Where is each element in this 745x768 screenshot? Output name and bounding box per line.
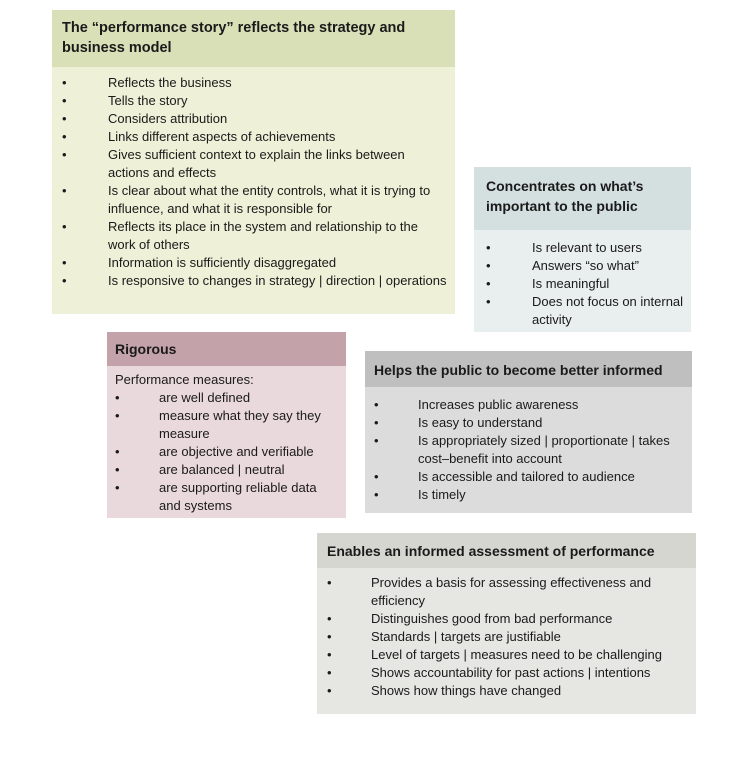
list-item-text: Is accessible and tailored to audience xyxy=(418,469,635,484)
bullet-icon: • xyxy=(374,487,379,502)
bullet-icon: • xyxy=(327,683,332,698)
list-item xyxy=(374,396,686,414)
list-item-text: Tells the story xyxy=(108,93,188,108)
list-item-text: are well defined xyxy=(159,390,251,405)
list-item-text: Provides a basis for assessing effectiveness and efficiency xyxy=(371,575,652,608)
better-informed-body xyxy=(365,387,692,504)
list-item-text: Is relevant to users xyxy=(532,240,642,255)
important-to-public-list xyxy=(486,239,685,329)
performance-story-body xyxy=(52,67,455,290)
list-item xyxy=(374,468,686,486)
list-item-text: Is timely xyxy=(418,487,466,502)
important-to-public-body xyxy=(474,230,691,329)
list-item-text: Does not focus on internal activity xyxy=(532,294,684,327)
bullet-icon: • xyxy=(486,258,491,273)
list-item xyxy=(327,664,690,682)
bullet-icon: • xyxy=(62,147,67,162)
list-item xyxy=(115,389,340,407)
list-item xyxy=(62,182,449,218)
bullet-icon: • xyxy=(486,294,491,309)
informed-assessment-body xyxy=(317,568,696,700)
bullet-icon: • xyxy=(62,219,67,234)
list-item xyxy=(62,272,449,290)
rigorous-intro: Performance measures: xyxy=(115,372,254,387)
list-item-text: are balanced | neutral xyxy=(159,462,285,477)
list-item-text: Level of targets | measures need to be challenging xyxy=(371,647,663,662)
rigorous-box xyxy=(107,332,346,518)
bullet-icon: • xyxy=(62,255,67,270)
list-item xyxy=(62,254,449,272)
list-item xyxy=(62,128,449,146)
list-item xyxy=(486,257,685,275)
list-item xyxy=(327,628,690,646)
informed-assessment-list xyxy=(327,574,690,700)
list-item xyxy=(374,414,686,432)
list-item xyxy=(62,74,449,92)
bullet-icon: • xyxy=(327,629,332,644)
list-item-text: Is responsive to changes in strategy | direction | operations xyxy=(108,273,447,288)
important-to-public-box xyxy=(474,167,691,332)
bullet-icon: • xyxy=(115,408,120,423)
list-item xyxy=(374,432,686,468)
list-item-text: Answers “so what” xyxy=(532,258,639,273)
list-item xyxy=(486,239,685,257)
list-item xyxy=(62,110,449,128)
bullet-icon: • xyxy=(374,433,379,448)
list-item xyxy=(115,443,340,461)
bullet-icon: • xyxy=(62,183,67,198)
performance-story-list xyxy=(62,74,449,290)
bullet-icon: • xyxy=(327,665,332,680)
list-item xyxy=(327,682,690,700)
list-item xyxy=(115,461,340,479)
bullet-icon: • xyxy=(327,575,332,590)
list-item-text: Distinguishes good from bad performance xyxy=(371,611,613,626)
bullet-icon: • xyxy=(62,93,67,108)
bullet-icon: • xyxy=(62,75,67,90)
list-item xyxy=(327,646,690,664)
rigorous-body xyxy=(107,366,346,515)
list-item-text: Is appropriately sized | proportionate | takes cost–benefit into account xyxy=(418,433,670,466)
better-informed-list xyxy=(374,396,686,504)
list-item xyxy=(62,146,449,182)
list-item xyxy=(486,275,685,293)
list-item xyxy=(115,479,340,515)
bullet-icon: • xyxy=(486,276,491,291)
bullet-icon: • xyxy=(327,647,332,662)
bullet-icon: • xyxy=(115,480,120,495)
list-item xyxy=(327,574,690,610)
list-item-text: Considers attribution xyxy=(108,111,228,126)
rigorous-list xyxy=(115,389,340,515)
list-item-text: are supporting reliable data and systems xyxy=(159,480,317,513)
list-item xyxy=(374,486,686,504)
important-to-public-title: Concentrates on what’s important to the public xyxy=(474,167,691,230)
bullet-icon: • xyxy=(115,444,120,459)
list-item-text: Shows accountability for past actions | intentions xyxy=(371,665,651,680)
bullet-icon: • xyxy=(115,390,120,405)
better-informed-title: Helps the public to become better informed xyxy=(365,351,692,387)
performance-story-box xyxy=(52,10,455,314)
better-informed-box xyxy=(365,351,692,513)
list-item-text: Increases public awareness xyxy=(418,397,579,412)
list-item-text: Reflects the business xyxy=(108,75,232,90)
list-item-text: Links different aspects of achievements xyxy=(108,129,336,144)
list-item-text: Reflects its place in the system and relationship to the work of others xyxy=(108,219,418,252)
list-item xyxy=(115,407,340,443)
list-item-text: Gives sufficient context to explain the links between actions and effects xyxy=(108,147,405,180)
list-item xyxy=(327,610,690,628)
informed-assessment-box xyxy=(317,533,696,714)
bullet-icon: • xyxy=(62,111,67,126)
list-item-text: measure what they say they measure xyxy=(159,408,321,441)
list-item-text: Standards | targets are justifiable xyxy=(371,629,561,644)
bullet-icon: • xyxy=(486,240,491,255)
performance-story-title: The “performance story” reflects the strategy and business model xyxy=(52,10,455,67)
list-item-text: Information is sufficiently disaggregated xyxy=(108,255,337,270)
bullet-icon: • xyxy=(374,397,379,412)
bullet-icon: • xyxy=(374,415,379,430)
list-item xyxy=(62,218,449,254)
bullet-icon: • xyxy=(62,129,67,144)
bullet-icon: • xyxy=(115,462,120,477)
list-item-text: Is easy to understand xyxy=(418,415,543,430)
informed-assessment-title: Enables an informed assessment of performance xyxy=(317,533,696,568)
list-item-text: Shows how things have changed xyxy=(371,683,562,698)
list-item xyxy=(486,293,685,329)
list-item-text: Is clear about what the entity controls, what it is trying to influence, and what it is responsible for xyxy=(108,183,431,216)
list-item-text: are objective and verifiable xyxy=(159,444,314,459)
bullet-icon: • xyxy=(327,611,332,626)
list-item-text: Is meaningful xyxy=(532,276,610,291)
bullet-icon: • xyxy=(62,273,67,288)
list-item xyxy=(62,92,449,110)
rigorous-title: Rigorous xyxy=(107,332,346,366)
bullet-icon: • xyxy=(374,469,379,484)
